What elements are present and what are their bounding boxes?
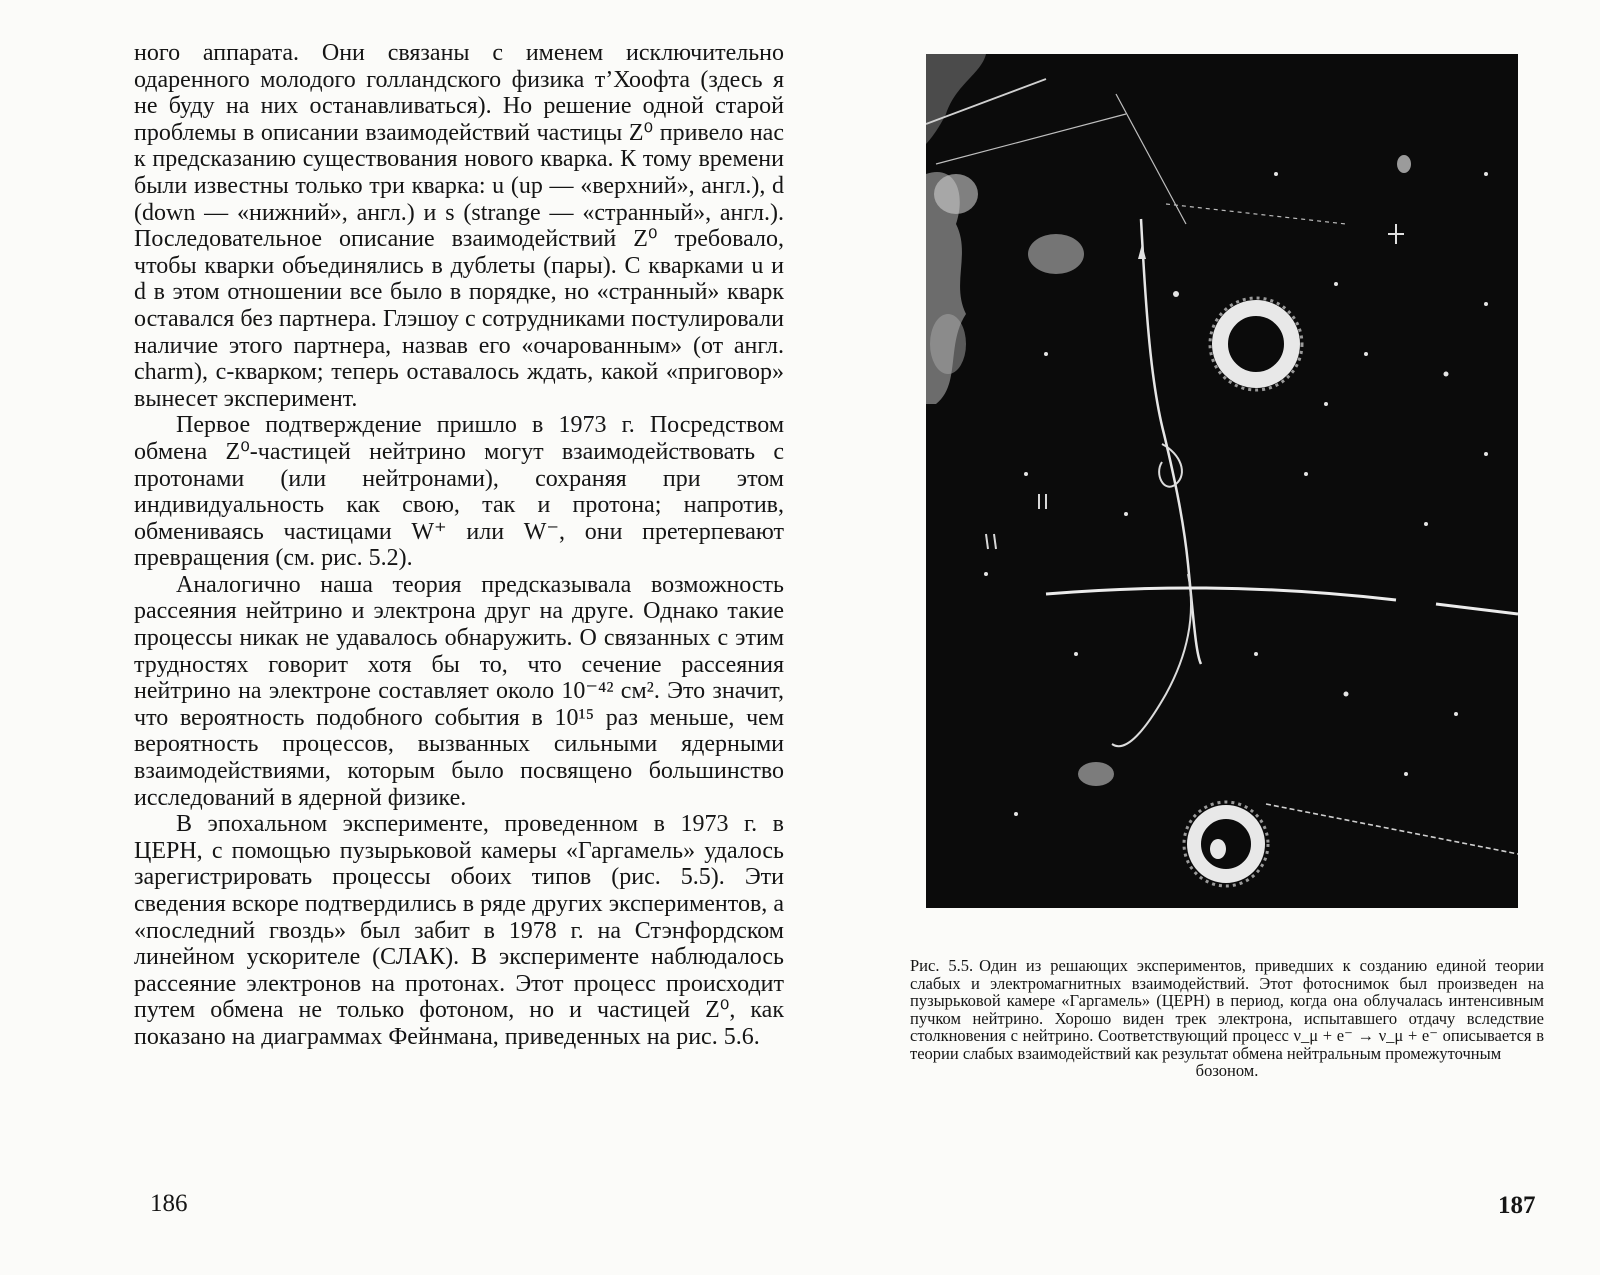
paragraph-3: Аналогично наша теория предсказывала возможность рассеяния нейтрино и электрона друг на друге. Однако такие процессы никак не удавалось обнаружить. О связанных с этим трудностях говорит хотя бы то, что сечение рассеяния нейтрино на электроне составляет около 10⁻⁴² см². Это значит, что вероятность подобного события в 10¹⁵ раз меньше, чем вероятность процессов, вызванных сильными ядерными взаимодействиями, которым было посвящено большинство исследований в ядерной физике. [134, 571, 784, 811]
caption-end: бозоном. [1195, 1061, 1259, 1080]
figure-label: Рис. 5.5. [910, 956, 974, 975]
left-page-body-text [134, 40, 784, 1051]
bubble-chamber-tracks [926, 54, 1518, 908]
paragraph-1: ного аппарата. Они связаны с именем исключительно одаренного молодого голландского физика т’Хоофта (здесь я не буду на них останавливаться). Но решение одной старой проблемы в описании взаимодействий частицы Z⁰ привело нас к предсказанию существования нового кварка. К тому времени были известны только три кварка: u (up — «верхний», англ.), d (down — «нижний», англ.) и s (strange — «странный», англ.). Последовательное описание взаимодействий Z⁰ требовало, чтобы кварки объединялись в дублеты (пары). С кварками u и d в этом отношении все было в порядке, но «странный» кварк оставался без партнера. Глэшоу с сотрудниками постулировали наличие этого партнера, назвав его «очарованным» (от англ. charm), c-кварком; теперь оставалось ждать, какой «приговор» вынесет эксперимент. [134, 40, 784, 412]
right-page-number: 187 [1498, 1192, 1536, 1219]
left-page-number: 186 [150, 1190, 188, 1217]
paragraph-4: В эпохальном эксперименте, проведенном в 1973 г. в ЦЕРН, с помощью пузырьковой камеры «Гаргамель» удалось зарегистрировать процессы обоих типов (рис. 5.5). Эти сведения вскоре подтвердились в ряде других экспериментов, а «последний гвоздь» был забит в 1978 г. на Стэнфордском линейном ускорителе (СЛАК). В эксперименте наблюдалось рассеяние электронов на протонах. Этот процесс происходит путем обмена не только фотоном, но и частицей Z⁰, как показано на диаграммах Фейнмана, приведенных на рис. 5.6. [134, 811, 784, 1050]
figure-caption [910, 957, 1544, 1080]
bubble-chamber-photo [926, 54, 1518, 908]
caption-text: Один из решающих экспериментов, приведших к созданию единой теории слабых и электромагнитных взаимодействий. Этот фотоснимок был произведен на пузырьковой камере «Гаргамель» (ЦЕРН) в период, когда она облучалась интенсивным пучком нейтрино. Хорошо виден трек электрона, испытавшего отдачу вследствие столкновения с нейтрино. Соответствующий процесс ν_μ + e⁻ → ν_μ + e⁻ описывается в теории слабых взаимодействий как результат обмена нейтральным промежуточным [910, 956, 1544, 1063]
paragraph-2: Первое подтверждение пришло в 1973 г. Посредством обмена Z⁰-частицей нейтрино могут взаимодействовать с протонами (или нейтронами), сохраняя при этом индивидуальность как свою, так и протона; напротив, обмениваясь частицами W⁺ или W⁻, они претерпевают превращения (см. рис. 5.2). [134, 412, 784, 572]
